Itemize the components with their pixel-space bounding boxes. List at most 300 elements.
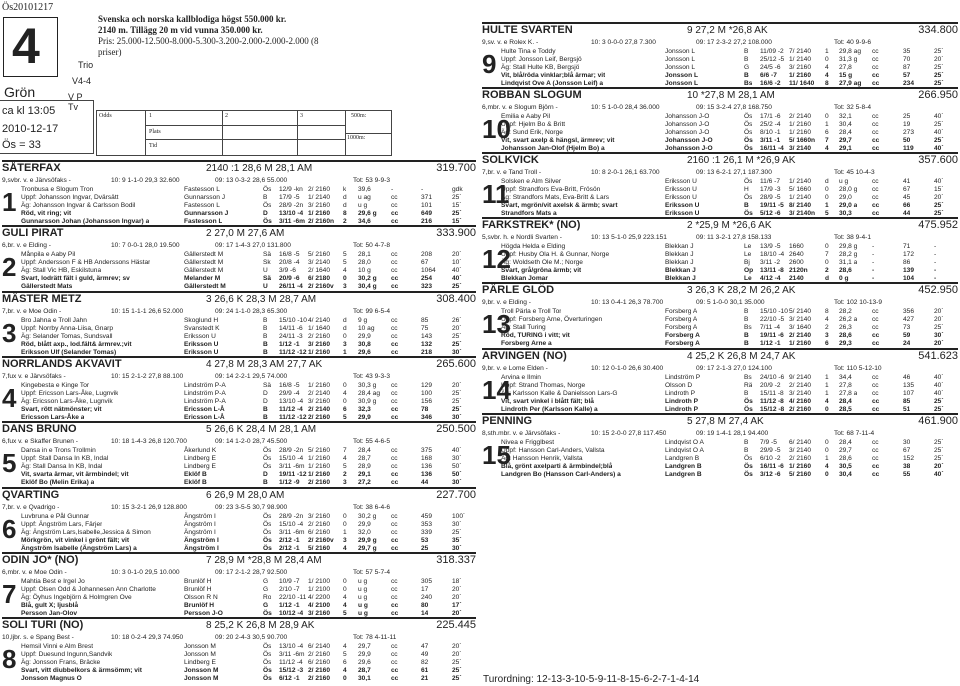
start-cell: 28/9 -5 xyxy=(760,194,781,202)
start-cell: Vit, svart axelp & hängsl, ärmrev; vit xyxy=(501,137,615,145)
start-cell: Ös xyxy=(744,405,753,413)
start-cell: u ag xyxy=(358,194,371,201)
start-number: 4 xyxy=(2,382,17,413)
start-cell: 25´ xyxy=(934,454,944,462)
horse-header xyxy=(2,162,476,175)
start-cell: D xyxy=(263,471,268,479)
horse-info-row xyxy=(2,372,476,381)
horse-entry xyxy=(482,87,958,152)
horse-s1: 10: 9 1-1-0 29,3 32.600 xyxy=(111,177,180,184)
start-cell: 5 xyxy=(343,259,347,267)
start-cell: 27,2 xyxy=(358,479,371,487)
start-cell: Svart, lodrätt fält i guld, ärmrev; sv xyxy=(21,275,130,283)
horse-entry xyxy=(482,217,958,282)
m1000-label: 1000m: xyxy=(347,135,366,141)
start-cell: Lindroth P xyxy=(665,389,696,397)
start-cell: 11/ 1640 xyxy=(789,80,815,87)
horse-earnings: 475.952 xyxy=(918,219,958,232)
start-cell: 100 xyxy=(421,389,433,397)
start-cell: Sk xyxy=(263,259,271,267)
start-cell: Sä xyxy=(263,381,272,389)
start-cell: Bs xyxy=(744,324,752,332)
start-cell: 6/ 2140 xyxy=(308,643,330,651)
start-cell: 305 xyxy=(421,577,433,585)
start-cell: 20´ xyxy=(452,251,462,259)
start-cell: Lindström P-A xyxy=(184,381,226,389)
horse-tot: Tot: 32 5-8-4 xyxy=(834,104,872,112)
start-cell: 28,6 xyxy=(839,332,852,340)
start-cell: Ängström I xyxy=(184,528,216,536)
start-cell: - xyxy=(934,243,937,251)
start-cell: Lindroth P xyxy=(665,405,698,413)
horse-info-row xyxy=(482,38,958,47)
start-cell: Blekkan Jomar xyxy=(501,275,548,283)
start-cell: cc xyxy=(872,121,879,129)
start-cell: 4 xyxy=(825,64,829,71)
start-cell: 2/ 2160 xyxy=(308,675,330,683)
start-cell: Jonsson L xyxy=(665,56,696,63)
start-cell: Blekkan J xyxy=(665,243,694,251)
start-cell: 71 xyxy=(903,243,911,251)
start-cell: 20´ xyxy=(934,308,944,316)
start-cell: 1/ 2160 xyxy=(789,121,811,129)
start-cell: 28,1 xyxy=(358,251,371,259)
start-cell: 323 xyxy=(421,283,433,291)
start-cell: Johansson J-O xyxy=(665,145,713,153)
horse-s2: 09: 24 1-1-0 28,3 65.300 xyxy=(215,307,288,315)
start-cell: Vit, svarta ärmar, vit ärmbindel; vit xyxy=(21,471,129,479)
start-cell: Luvbruna e Pål Gunnar xyxy=(21,512,90,520)
tid-label: Tid xyxy=(149,143,158,149)
start-cell: Ös xyxy=(263,544,272,552)
start-cell: 3/ 2140n xyxy=(789,210,816,218)
start-cell: cc xyxy=(872,316,879,324)
start-cell: 20/8 -4 xyxy=(279,259,300,267)
start-cell: 29,7 g xyxy=(358,544,377,552)
start-cell: 2 xyxy=(825,267,829,275)
horse-s2: 09: 14 2-2-1 29,5 74.000 xyxy=(215,372,288,380)
start-number: 5 xyxy=(2,448,17,479)
horse-header xyxy=(482,415,958,428)
start-cell: 5 xyxy=(343,463,347,471)
start-cell: G xyxy=(263,585,269,593)
start-cell: Lindroth P xyxy=(665,397,698,405)
start-cell: 11/12 -8 xyxy=(760,397,784,405)
start-cell: Ös xyxy=(263,536,272,544)
start-cell: 1/ 2140 xyxy=(308,194,330,201)
horse-entry xyxy=(2,617,476,682)
horse-s1: 10: 13 0-4-1 26,3 78.700 xyxy=(591,299,664,307)
start-cell: Lindberg E xyxy=(184,463,216,471)
m500-label: 500m: xyxy=(351,113,367,119)
start-cell: 30´ xyxy=(452,520,462,528)
start-cell: 15´ xyxy=(452,218,462,225)
start-cell: Blå, grönt axelparti & ärmbindel;blå xyxy=(501,462,613,470)
start-cell: 70 xyxy=(903,56,911,63)
horse-info-row xyxy=(2,176,476,185)
start-cell: 82 xyxy=(421,659,429,667)
start-cell: 86 xyxy=(903,259,911,267)
horse-info-row xyxy=(2,437,476,446)
start-cell: Ös xyxy=(744,121,753,129)
start-cell: cc xyxy=(391,544,399,552)
start-cell: Ös xyxy=(263,659,272,667)
start-cell: 30´ xyxy=(934,332,944,340)
start-cell: Ös xyxy=(263,447,272,455)
time-box xyxy=(0,100,94,154)
start-cell: cc xyxy=(872,381,879,389)
start-cell: cc xyxy=(391,316,398,324)
start-cell: 4 xyxy=(343,544,347,552)
start-cell: 25´ xyxy=(934,80,944,87)
start-cell: 26´ xyxy=(452,316,462,324)
horse-name: DANS BRUNO xyxy=(2,423,77,436)
start-cell: 0 xyxy=(343,275,347,283)
horse-info: 7,br. v. e Moe Odin - xyxy=(2,307,62,315)
start-cell: Landgren B xyxy=(665,454,700,462)
start-cell: 29,1 xyxy=(839,145,852,153)
start-cell: 8 xyxy=(825,308,829,316)
start-number: 7 xyxy=(2,578,17,609)
horse-name: QVARTING xyxy=(2,488,60,501)
start-cell: 29,8 g xyxy=(839,243,858,251)
start-cell: 0 xyxy=(343,332,347,340)
start-cell: 25´ xyxy=(452,389,462,397)
start-cell: 29,9 xyxy=(358,332,371,340)
start-cell: Ös xyxy=(744,454,753,462)
start-cell: 10 g xyxy=(358,267,371,275)
start-cell: D xyxy=(263,389,268,397)
start-cell: 11/12 -4 xyxy=(279,405,303,413)
start-number: 11 xyxy=(482,179,510,210)
start-cell: 2/ 1640 xyxy=(308,267,330,275)
start-cell: Ös xyxy=(744,113,753,121)
start-cell: cc xyxy=(391,667,399,675)
start-cell: 13/9 -5 xyxy=(760,243,781,251)
start-cell: Jonsson M xyxy=(184,667,219,675)
start-cell: 40´ xyxy=(934,113,944,121)
start-cell: cc xyxy=(391,397,398,405)
start-cell: 13/11 -8 xyxy=(760,267,784,275)
start-cell: 29,0 a xyxy=(839,202,858,210)
start-cell: cc xyxy=(872,210,880,218)
start-cell: 3/ 2140 xyxy=(789,389,811,397)
start-cell: cc xyxy=(872,145,880,153)
start-cell: 29,1 xyxy=(358,471,371,479)
horse-info-row xyxy=(482,233,958,242)
start-cell: cc xyxy=(872,137,880,145)
start-cell: 3/11 -6m xyxy=(279,651,305,659)
start-cell: cc xyxy=(391,675,399,683)
start-cell: B xyxy=(744,316,749,324)
start-cell: cc xyxy=(391,194,398,201)
start-cell: 20´ xyxy=(934,340,944,348)
start-cell: Ös xyxy=(744,462,753,470)
horse-entry xyxy=(2,421,476,486)
col-1: 1 xyxy=(149,113,152,119)
start-cell: 25´ xyxy=(452,397,462,405)
start-cell: u g xyxy=(358,609,368,617)
horse-earnings: 452.950 xyxy=(918,284,958,297)
start-cell: Ös xyxy=(263,455,272,463)
start-cell: 3/11 -2 xyxy=(760,259,781,267)
horse-entry xyxy=(2,487,476,552)
start-number: 13 xyxy=(482,309,511,340)
start-cell: Ängström I xyxy=(184,536,219,544)
start-cell: 0 xyxy=(825,438,829,446)
start-cell: 254 xyxy=(421,275,433,283)
start-number: 8 xyxy=(2,644,17,675)
start-cell: 136 xyxy=(421,463,433,471)
start-cell: 30 xyxy=(903,438,911,446)
start-cell: Uppf: Norrby Anna-Liisa, Gnarp xyxy=(21,324,113,332)
start-number: 14 xyxy=(482,374,511,405)
start-cell: cc xyxy=(391,275,399,283)
start-cell: 32,0 xyxy=(358,528,371,536)
start-cell: Forsberg A xyxy=(665,324,698,332)
start-cell: Le xyxy=(744,251,752,259)
start-cell: Svart, rött nätmönster; vit xyxy=(21,405,102,413)
start-cell: Ös xyxy=(263,186,272,193)
start-cell: 6/12 -1 xyxy=(279,675,300,683)
start-cell: 25´ xyxy=(452,332,462,340)
start-cell: Gunnarsson Johan (Johansson Ingvar) a xyxy=(21,218,150,225)
start-cell: 2/10 -7 xyxy=(279,585,300,593)
horse-record: 3 26,3 K 28,2 M 26,2 AK xyxy=(687,285,796,297)
start-cell: Eriksson U xyxy=(184,348,219,356)
start-cell: 6/6 -7 xyxy=(760,72,777,79)
horse-tot: Tot: 78 4-11-11 xyxy=(353,634,397,642)
horse-entry xyxy=(482,152,958,217)
start-cell: Le xyxy=(744,275,752,283)
start-cell: 0 xyxy=(343,397,347,405)
start-cell: Röd, blått axp., lod.fält& ärmrev.;vit xyxy=(21,340,132,348)
start-cell: 4/ 2200 xyxy=(308,593,330,601)
start-cell: 66 xyxy=(903,202,911,210)
start-cell: 5/12 -6 xyxy=(760,210,781,218)
horse-s1: 10: 12 0-1-0 26,6 30.400 xyxy=(591,364,664,372)
start-cell: 427 xyxy=(903,316,915,324)
start-cell: Blekkan J xyxy=(665,259,694,267)
horse-name: PENNING xyxy=(482,414,533,427)
start-cell: 143 xyxy=(421,332,433,340)
start-cell: 57 xyxy=(903,72,911,79)
start-cell: 0 xyxy=(825,186,829,194)
start-cell: - xyxy=(872,259,875,267)
start-cell: Ängström I xyxy=(184,512,216,520)
start-cell: 3 xyxy=(343,479,347,487)
start-cell: 78 xyxy=(421,405,429,413)
start-cell: 1/ 2100 xyxy=(308,585,330,593)
start-cell: Forsberg Arne a xyxy=(501,340,552,348)
start-cell: 17 xyxy=(421,585,429,593)
start-cell: Äg: Sund Erik, Norge xyxy=(501,129,563,137)
start-cell: Forsberg A xyxy=(665,340,700,348)
start-cell: 20/9 -6 xyxy=(279,275,300,283)
start-cell: u g xyxy=(839,178,849,186)
horse-info: 6,mbr. v. e Moe Odin - xyxy=(2,568,67,576)
start-cell: cc xyxy=(391,479,399,487)
start-cell: Jonsson M xyxy=(184,651,216,659)
start-cell: 168 xyxy=(421,455,433,463)
start-cell: 28,4 xyxy=(839,129,852,137)
start-cell: 27,9 ag xyxy=(839,80,862,87)
start-cell: Ericsson L-Å xyxy=(184,413,225,421)
start-cell: 25´ xyxy=(934,48,944,55)
race-id: Ös20101217 xyxy=(2,2,54,13)
start-cell: Gunnarsson J xyxy=(184,194,226,201)
start-number: 10 xyxy=(482,114,511,145)
start-cell: 30,1 xyxy=(358,675,371,683)
start-cell: Lindqvist Ove A (Jonsson Leif) a xyxy=(501,80,604,87)
start-number: 15 xyxy=(482,439,511,470)
start-cell: 339 xyxy=(421,528,433,536)
start-cell: B xyxy=(744,72,749,79)
start-cell: 8 xyxy=(343,210,347,217)
start-cell: Äg: Jonsson Frans, Bräcke xyxy=(21,659,101,667)
start-cell: 25´ xyxy=(452,667,462,675)
start-cell: 346 xyxy=(421,413,433,421)
horse-info-row xyxy=(482,103,958,112)
start-cell: cc xyxy=(872,72,880,79)
start-cell: 1 xyxy=(825,121,829,129)
horse-s1: 10: 15 2-0-0 27,8 117.450 xyxy=(591,429,667,437)
start-cell: H xyxy=(744,186,749,194)
horse-entry xyxy=(2,356,476,421)
start-cell: 26,3 xyxy=(839,324,852,332)
start-cell: Jonsson L xyxy=(665,64,696,71)
race-time: ca kl 13:05 xyxy=(2,105,56,117)
start-cell: 67 xyxy=(903,446,911,454)
start-cell: cc xyxy=(391,202,398,209)
start-cell: 29,9 xyxy=(358,520,371,528)
start-cell: 353 xyxy=(421,520,433,528)
start-cell: - xyxy=(391,186,394,193)
horse-info: 10,ljbr. s. e Spang Best - xyxy=(2,634,74,642)
start-cell: Olsson R N xyxy=(184,593,218,601)
horse-tot: Tot: 57 5-7-4 xyxy=(353,568,391,576)
horse-info: 8,sth.mbr. v. e Järvsöfaks - xyxy=(482,429,561,437)
horse-entry xyxy=(482,348,958,413)
start-cell: 3/ 1640 xyxy=(789,324,811,332)
start-cell: 5 xyxy=(343,609,347,617)
start-cell: Ös xyxy=(263,643,272,651)
start-cell: B xyxy=(744,308,749,316)
start-cell: 28,7 xyxy=(358,667,371,675)
start-cell: 0 xyxy=(343,520,347,528)
horse-header xyxy=(2,293,476,306)
start-cell: 5/ 2160 xyxy=(308,544,330,552)
start-cell: u g xyxy=(358,593,368,601)
start-cell: 29,9 xyxy=(358,651,371,659)
start-cell: 4 xyxy=(343,389,347,397)
start-cell: Lindström P xyxy=(665,373,701,381)
horse-earnings: 265.600 xyxy=(436,357,476,370)
start-cell: 1 xyxy=(343,528,347,536)
start-cell: cc xyxy=(391,601,399,609)
horse-s1: 10: 18 0-2-4 29,3 74.950 xyxy=(111,634,184,642)
start-cell: cc xyxy=(391,593,398,601)
start-cell: Jonsson M xyxy=(184,643,216,651)
start-cell: 15/12 -3 xyxy=(279,667,304,675)
horse-tot: Tot: 110 5-12-10 xyxy=(834,364,882,372)
start-cell: Johansson J-O xyxy=(665,113,710,121)
start-cell: 30,4 xyxy=(839,121,852,129)
horse-s2: 09: 15 3-2-4 27,8 168.750 xyxy=(696,104,772,112)
start-cell: 61 xyxy=(421,667,429,675)
start-cell: 1/12 -1 xyxy=(760,340,781,348)
start-cell: Eriksson U xyxy=(184,332,216,340)
start-cell: 2/ 2160 xyxy=(308,651,330,659)
start-cell: 15/10 -4 xyxy=(279,455,304,463)
start-cell: cc xyxy=(391,210,399,217)
horse-earnings: 250.500 xyxy=(436,423,476,436)
horse-info-row xyxy=(482,429,958,438)
start-cell: B xyxy=(263,405,268,413)
horse-s2: 09: 23 3-5-5 30,7 98.900 xyxy=(215,503,288,511)
start-cell: 0 g xyxy=(839,275,849,283)
horse-name: FARKSTREK* (NO) xyxy=(482,219,581,232)
start-cell: Uppf: Stall Dansa In KB, Indal xyxy=(21,455,109,463)
start-cell: 28,4 ag xyxy=(358,389,380,397)
horse-info-row xyxy=(2,503,476,512)
start-cell: u g xyxy=(358,577,368,585)
start-cell: 13/10 -4 xyxy=(279,643,304,651)
horse-earnings: 461.900 xyxy=(918,414,958,427)
race-code: Ös = 33 xyxy=(2,139,41,151)
start-cell: 3/ 2160 xyxy=(308,609,330,617)
start-cell: 1/ 2160 xyxy=(789,462,811,470)
desc-line-2: 2140 m. Tillägg 20 m vid vunna 350.000 kr. xyxy=(98,25,263,35)
horse-record: 2140 :1 28,6 M 28,1 AM xyxy=(206,163,313,174)
horse-record: 4 25,2 K 26,8 M 24,7 AK xyxy=(687,350,796,362)
horse-tot: Tot: 53 9-9-3 xyxy=(353,177,391,184)
start-cell: Dansa in e Trons Trollmin xyxy=(21,447,96,455)
start-cell: Fastesson L xyxy=(184,202,220,209)
start-cell: 17/9 -3 xyxy=(760,186,781,194)
horse-s2: 09: 13 0-3-2 28,6 55.000 xyxy=(215,177,288,184)
start-cell: 27,8 xyxy=(839,64,852,71)
start-cell: 136 xyxy=(421,471,433,479)
start-cell: 6 xyxy=(825,129,829,137)
start-cell: 3/ 2160 xyxy=(308,340,330,348)
horse-s1: 10: 5 1-0-0 28,4 36.000 xyxy=(591,104,660,112)
start-cell: 6/ 2180 xyxy=(308,275,330,283)
start-cell: 375 xyxy=(421,447,433,455)
start-cell: Jonsson L xyxy=(665,48,696,55)
start-cell: 371 xyxy=(421,194,433,201)
start-cell: 10/12 -4 xyxy=(279,609,304,617)
start-cell: cc xyxy=(391,455,398,463)
start-cell: 29/9 -4 xyxy=(279,389,300,397)
start-cell: Op xyxy=(744,267,754,275)
start-cell: 0 xyxy=(825,470,829,478)
start-cell: cc xyxy=(872,462,880,470)
start-cell: 2/ 2160 xyxy=(308,479,330,487)
horse-entry xyxy=(2,552,476,617)
horse-s2: 09: 14 1-2-0 28,7 45.500 xyxy=(215,438,288,446)
start-cell: Eriksson U xyxy=(665,186,697,194)
start-cell: 649 xyxy=(421,210,433,217)
start-cell: 4 xyxy=(825,145,829,153)
horse-tot: Tot: 38 9-4-1 xyxy=(834,234,872,242)
start-cell: 73 xyxy=(903,324,911,332)
horse-s2: 09: 19 1-4-1 28,1 94.400 xyxy=(696,429,769,437)
start-cell: Brunlöf H xyxy=(184,577,212,585)
start-cell: 30´ xyxy=(452,413,462,421)
start-cell: Svart, grå/gröna ärmb; vit xyxy=(501,267,582,275)
start-cell: 29,9 xyxy=(358,413,371,421)
